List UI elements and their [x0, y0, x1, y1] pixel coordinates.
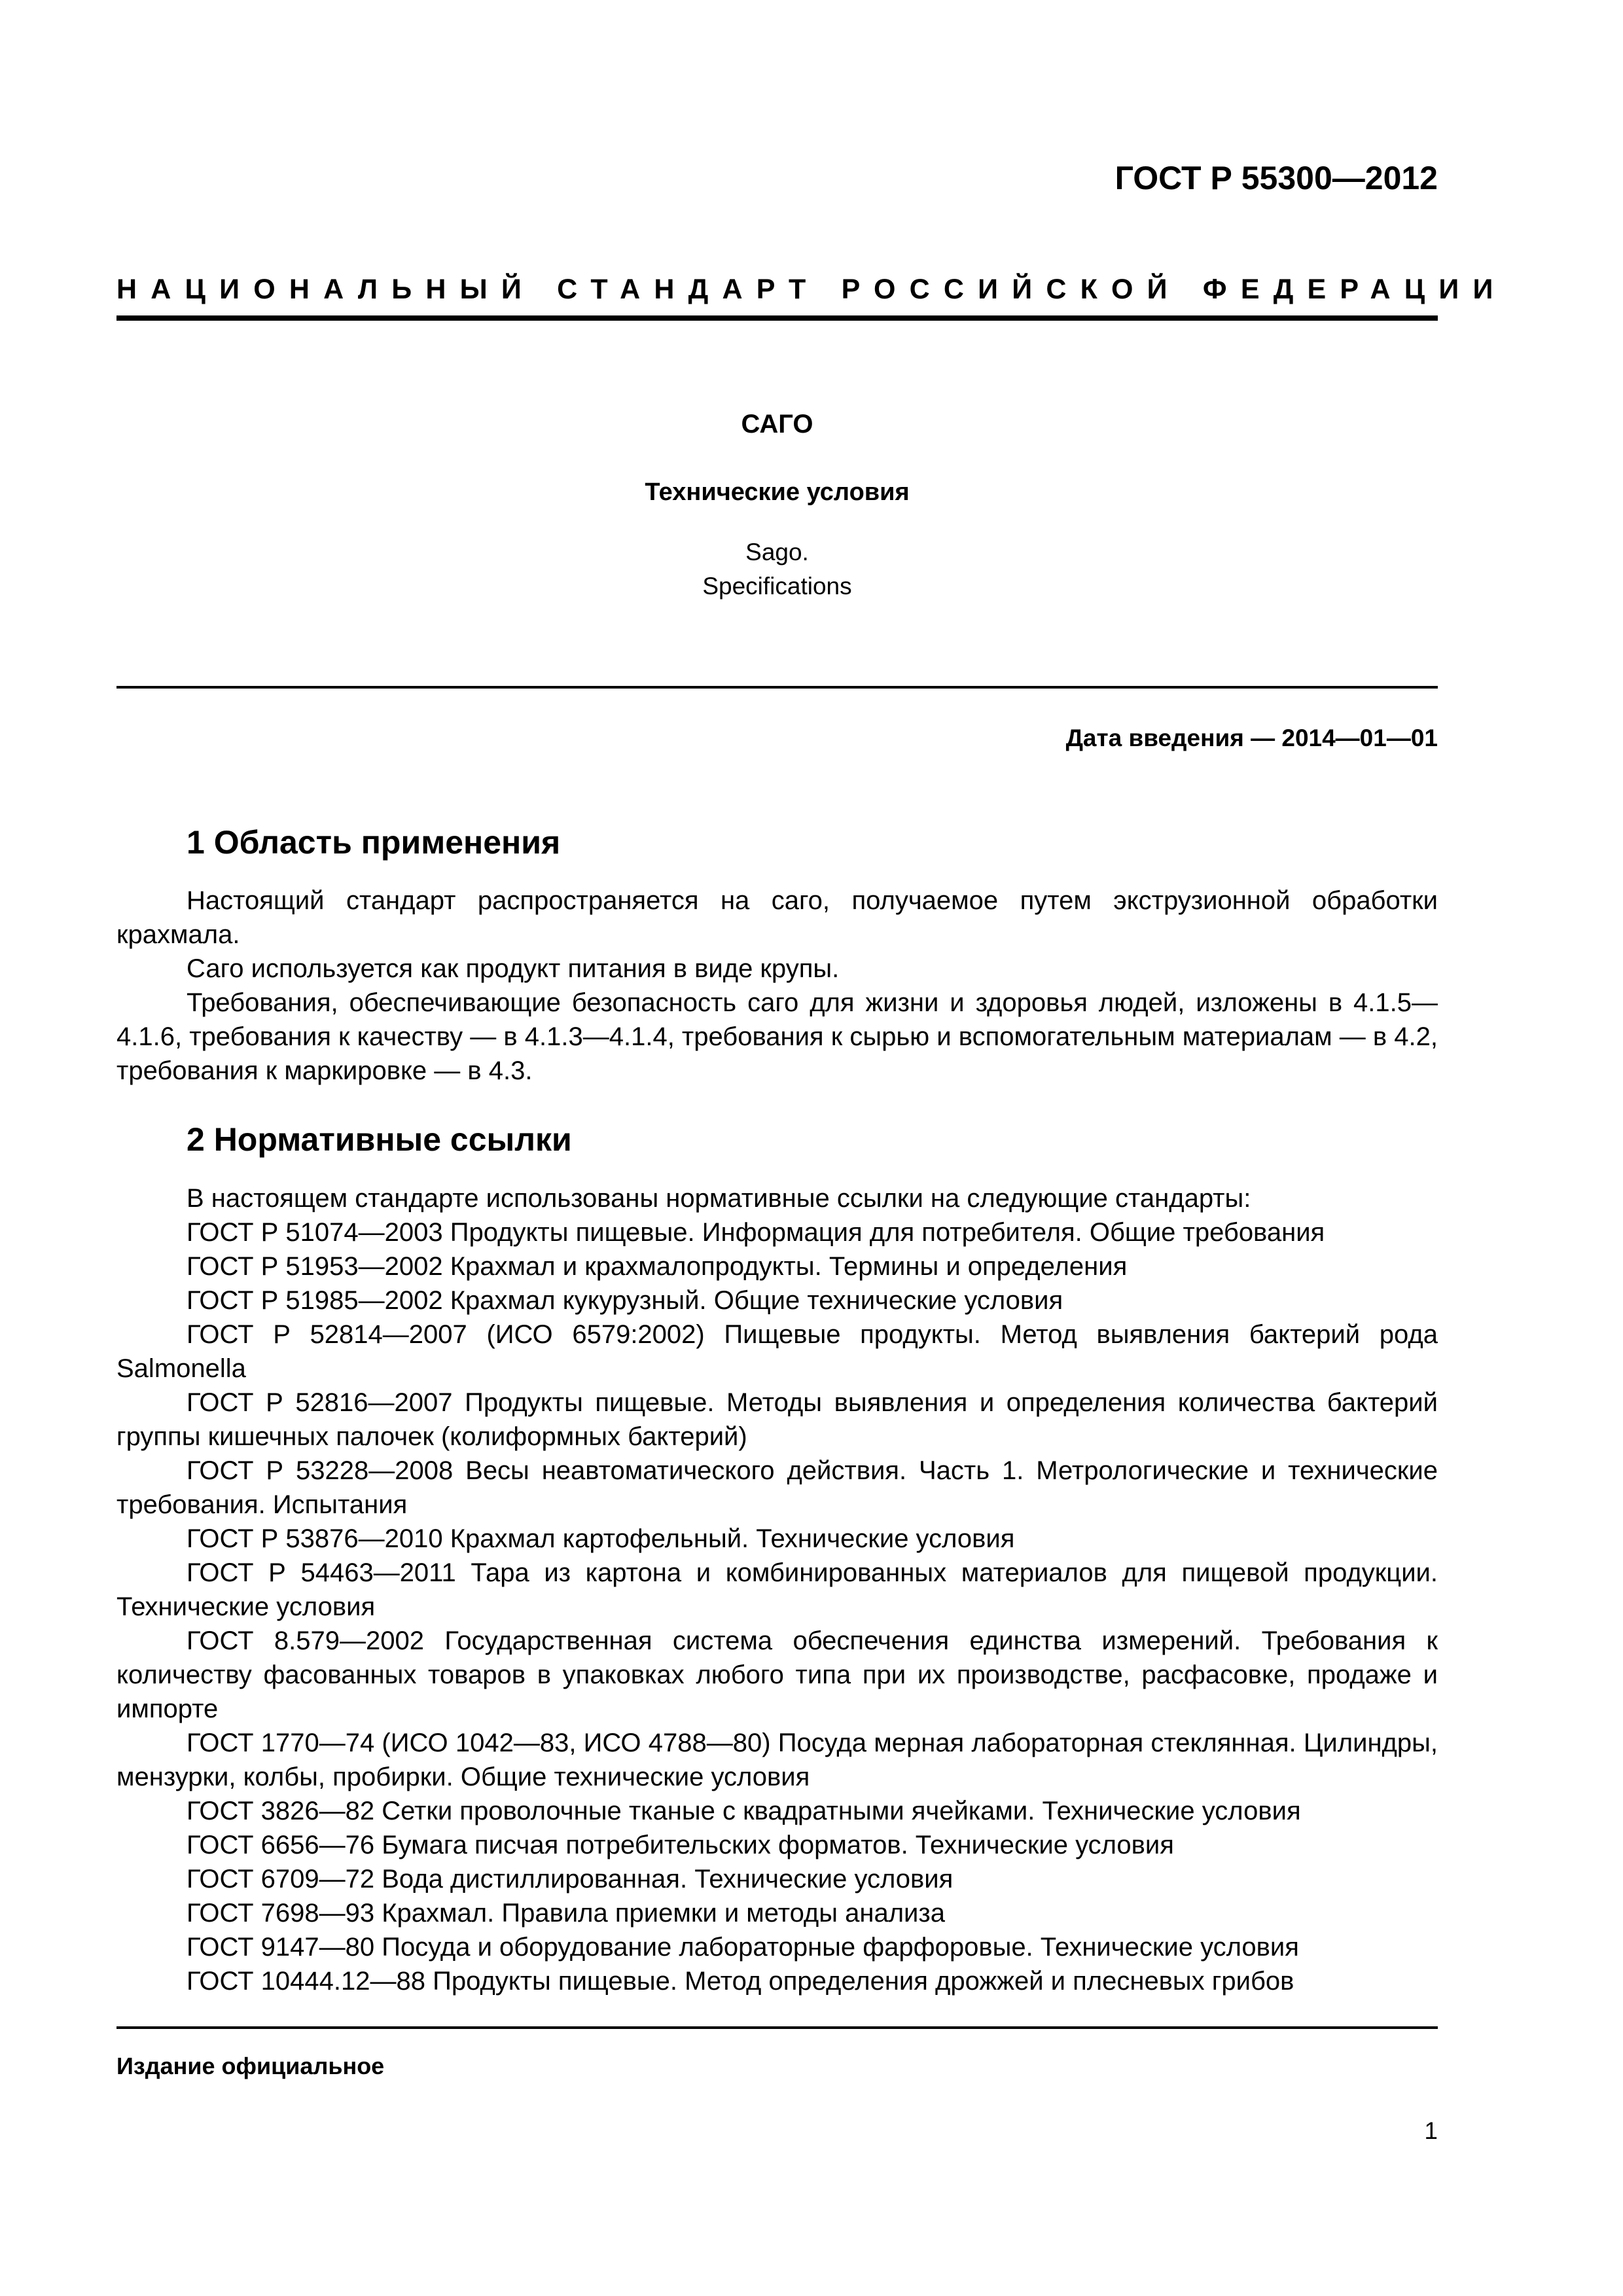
reference-item: ГОСТ Р 51953—2002 Крахмал и крахмалопродукты. Термины и определения — [187, 1252, 1128, 1281]
reference-item: ГОСТ Р 51985—2002 Крахмал кукурузный. Общие технические условия — [187, 1286, 1063, 1315]
paragraph: Саго используется как продукт питания в виде крупы. — [187, 954, 840, 983]
english-title-line-1: Sago. — [745, 539, 809, 565]
standard-title: САГО — [741, 410, 813, 439]
reference-item: ГОСТ 3826—82 Сетки проволочные тканые с квадратными ячейками. Технические условия — [187, 1797, 1301, 1825]
reference-item: ГОСТ Р 51074—2003 Продукты пищевые. Информация для потребителя. Общие требования — [187, 1218, 1325, 1247]
introduction-date: Дата введения — 2014—01—01 — [1065, 725, 1438, 751]
reference-item: ГОСТ 6709—72 Вода дистиллированная. Технические условия — [187, 1865, 954, 1893]
reference-item: ГОСТ 8.579—2002 Государственная система обеспечения единства измерений. Требования к количеству фасованных товаров в упаковках любого типа при их производстве, расфасовке, продаже и импорте — [116, 1626, 1438, 1723]
section-heading-scope: 1 Область применения — [187, 824, 561, 861]
reference-item: ГОСТ Р 53876—2010 Крахмал картофельный. Технические условия — [187, 1524, 1015, 1553]
page-number: 1 — [1424, 2117, 1438, 2144]
reference-item: ГОСТ Р 52814—2007 (ИСО 6579:2002) Пищевые продукты. Метод выявления бактерий рода Salmonella — [116, 1320, 1438, 1383]
standard-subtitle: Технические условия — [645, 478, 910, 506]
national-standard-header: НАЦИОНАЛЬНЫЙ СТАНДАРТ РОССИЙСКОЙ ФЕДЕРАЦИИ — [116, 274, 1507, 305]
title-rule — [116, 686, 1438, 689]
reference-item: ГОСТ 6656—76 Бумага писчая потребительских форматов. Технические условия — [187, 1831, 1174, 1859]
official-edition-label: Издание официальное — [116, 2053, 385, 2079]
section-body-scope — [116, 884, 1438, 1088]
paragraph: Настоящий стандарт распространяется на саго, получаемое путем экструзионной обработки крахмала. — [116, 886, 1438, 949]
header-rule — [116, 315, 1438, 321]
reference-item: ГОСТ Р 52816—2007 Продукты пищевые. Методы выявления и определения количества бактерий группы кишечных палочек (колиформных бактерий) — [116, 1388, 1438, 1451]
reference-item: ГОСТ 1770—74 (ИСО 1042—83, ИСО 4788—80) Посуда мерная лабораторная стеклянная. Цилиндры, мензурки, колбы, пробирки. Общие технические условия — [116, 1729, 1438, 1791]
paragraph: В настоящем стандарте использованы нормативные ссылки на следующие стандарты: — [187, 1184, 1251, 1213]
reference-item: ГОСТ Р 53228—2008 Весы неавтоматического действия. Часть 1. Метрологические и технические требования. Испытания — [116, 1456, 1438, 1519]
section-heading-references: 2 Нормативные ссылки — [187, 1121, 572, 1158]
paragraph: Требования, обеспечивающие безопасность саго для жизни и здоровья людей, изложены в 4.1.5—4.1.6, требования к качеству — в 4.1.3—4.1.4, требования к сырью и вспомогательным материалам — в 4.2, требования к маркировке — в 4.3. — [116, 988, 1438, 1085]
reference-item: ГОСТ Р 54463—2011 Тара из картона и комбинированных материалов для пищевой продукции. Технические условия — [116, 1558, 1438, 1621]
english-title-line-2: Specifications — [702, 573, 852, 600]
section-body-references — [116, 1181, 1438, 1998]
reference-item: ГОСТ 7698—93 Крахмал. Правила приемки и методы анализа — [187, 1899, 945, 1928]
footer-rule — [116, 2026, 1438, 2029]
document-number: ГОСТ Р 55300—2012 — [1115, 160, 1438, 196]
reference-item: ГОСТ 10444.12—88 Продукты пищевые. Метод определения дрожжей и плесневых грибов — [187, 1967, 1294, 1996]
reference-item: ГОСТ 9147—80 Посуда и оборудование лабораторные фарфоровые. Технические условия — [187, 1933, 1299, 1962]
